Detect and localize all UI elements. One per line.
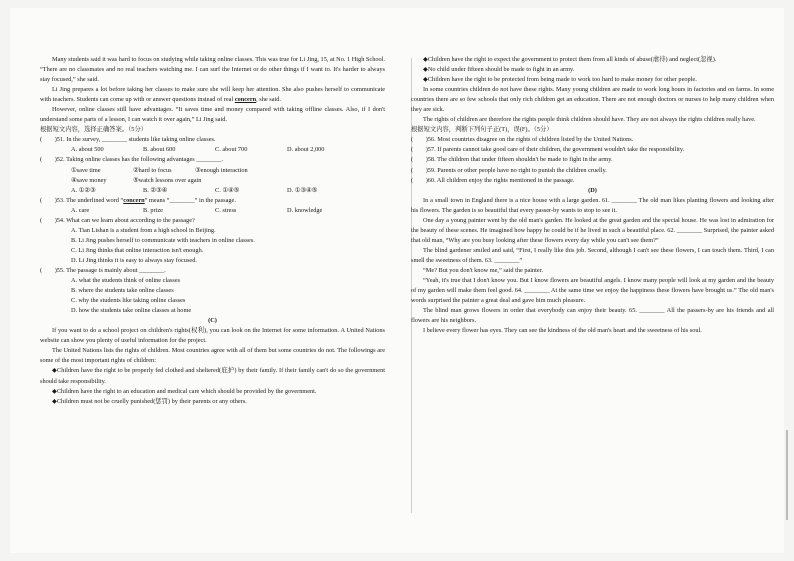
passage-paragraph: I believe every flower has eyes. They can see the kindness of the old man's heart and the sweetness of his soul. [423,327,702,335]
passage-paragraph: “Yeah, it's true that I don't know you. But I know flowers are beautiful angels. I know many people will look at my garden and the beauty of my garden will make them feel good. 64. ________ At the same time we enjoy the happiness these flowers have brought us.” The old man's words surprised the painter a great deal and gave him much pleasure. [411,277,774,305]
option: A. Tian Lishan is a student from a high school in Beijing. [71,226,216,234]
underlined-word-concern: concern [123,196,145,204]
question-55: ( )55. The passage is mainly about ________. [40,266,166,274]
passage-paragraph: If you want to do a school project on children's rights(权利), you can look on the Internet for some information. A United Nations website can show you plenty of useful information for the project. [40,327,385,345]
section-heading-d: (D) [588,186,597,194]
passage-paragraph: In a small town in England there is a nice house with a large garden. 61. ________ The old man likes planting flowers and looking after his flowers. The garden is so beautiful that every passer-by wants to stop to see it. [411,196,774,214]
option: D. Li Jing thinks it is easy to always stay focused. [71,256,197,264]
option: D. about 2,000 [287,146,325,154]
bullet-right: ◆Children have the right to be properly fed clothed and sheltered(庇护) by their family. If their family can't do so the government should take responsibility. [40,367,385,385]
passage-paragraph: The United Nations lists the rights of children. Most countries agree with all of them but some countries do not. The followings are some of the most important rights of children: [40,347,385,365]
question-57: ( )57. If parents cannot take good care of their children, the government wouldn't take the responsibility. [411,146,685,154]
passage-paragraph: In some countries children do not have these rights. Many young children are made to work long hours in factories and on farms. In some countries there are so few schools that only rich children get an education. There are not enough doctors or nurses to help many children when they are sick. [411,86,774,114]
passage-paragraph: The rights of children are therefore the rights people think children should have. They are not always the rights children really have. [423,116,756,124]
option: D. how the students take online classes at home [71,307,192,315]
question-60: ( )60. All children enjoy the rights mentioned in the passage. [411,176,575,184]
option: B. where the students take online classes [71,287,174,295]
options-51 [40,145,385,155]
bullet-right: ◆Children have the right to be protected from being made to work too hard to make money for other people. [423,76,697,84]
question-text: ( )53. The underlined word “ [40,196,124,204]
option: C. stress [215,206,237,214]
option: B. about 600 [143,146,176,154]
bullet-right: ◆Children must not be cruelly punished(惩罚) by their parents or any others. [52,397,247,405]
item: ④save money [71,176,107,184]
left-column [40,55,385,407]
bullet-right: ◆No child under fifteen should be made to fight in an army. [423,66,575,74]
passage-text: Li Jing prepares a lot before taking her classes to make sure she will keep her attention. She also pushes herself to communicate with teachers. Students can come up with or answer questions instead of real [40,86,385,104]
passage-text: , she said. [256,96,281,104]
question-52: ( )52. Taking online classes has the following advantages ________. [40,156,224,164]
option: C. about 700 [215,146,248,154]
passage-paragraph: “Me? But you don't know me,” said the painter. [423,266,544,274]
scan-edge-mark [786,430,788,520]
option: C. why the students like taking online classes [71,297,186,305]
question-54: ( )54. What can we learn about according to the passage? [40,216,195,224]
question-text: ” means “________” in the passage. [144,196,236,204]
passage-paragraph: One day a young painter went by the old man's garden. He looked at the great garden and the special house. He was lost in admiration for the beauty of these scenes. He imagined how happy he could be if he lived in such a beautiful place. 62. ________ Surprised, the painter asked that old man, “Why are you busy looking after these flowers every day while you can't see them?” [411,216,774,244]
option: C. ①④⑤ [215,186,240,194]
underlined-word-concern: concern [234,96,257,104]
option: D. ①③④⑤ [287,186,318,194]
right-column [411,55,774,336]
option: A. what the students think of online classes [71,277,181,285]
passage-paragraph: The blind man grows flowers in order that everybody can enjoy their beauty. 65. ________ All the passers-by are his friends and all flowers are his neighbors. [411,307,774,325]
option: C. Li Jing thinks that online interaction isn't enough. [71,246,204,254]
options-53 [40,206,385,216]
bullet-right: ◆Children have the right to an education and medical care which should be provided by the government. [52,387,317,395]
question-53 [40,196,385,206]
option: A. ①②③ [71,186,96,194]
question-58: ( )58. The children that under fifteen shouldn't be made to fight in the army. [411,156,613,164]
option: A. care [71,206,90,214]
item: ③enough interaction [195,166,248,174]
instruction: 根据短文内容，选择正确答案。（5分） [40,126,148,134]
option: A. about 500 [71,146,104,154]
items-52-row1 [40,166,385,176]
passage-paragraph: Many students said it was hard to focus on studying while taking online classes. This was true for Li Jing, 15, at No. 1 High School. “There are no classmates and no real teachers watching me. I can surf the Internet or do other things if I want to. It's harder to always stay focused,” she said. [40,56,385,84]
item: ①save time [71,166,101,174]
passage-paragraph [40,85,385,105]
section-heading-c: (C) [208,317,217,325]
item: ②hard to focus [133,166,172,174]
question-59: ( )59. Parents or other people have no right to punish the children cruelly. [411,166,607,174]
item: ⑤watch lessons over again [133,176,202,184]
items-52-row2 [40,176,385,186]
option: B. prize [143,206,163,214]
bullet-right: ◆Children have the right to expect the government to protect them from all kinds of abuse(虐待) and neglect(忽视). [423,56,717,63]
question-56: ( )56. Most countries disagree on the rights of children listed by the United Nations. [411,136,634,144]
passage-paragraph: However, online classes still have advantages. “It saves time and money compared with taking offline classes. Also, if I don't understand some parts of a lesson, I can watch it over again,” Li Jing said. [40,106,385,124]
option: B. ②③④ [143,186,168,194]
passage-paragraph: The blind gardener smiled and said, “First, I really like this job. Second, although I can't see these flowers, I can touch them. Third, I can smell the sweetness of them. 63. ________” [411,246,774,264]
instruction: 根据短文内容，判断下列句子正(T)，误(F)。（5分） [411,126,553,134]
options-52 [40,186,385,196]
option: B. Li Jing pushes herself to communicate with teachers in online classes. [71,236,255,244]
question-51: ( )51. In the survey, ________ students like taking online classes. [40,136,216,144]
option: D. knowledge [287,206,323,214]
